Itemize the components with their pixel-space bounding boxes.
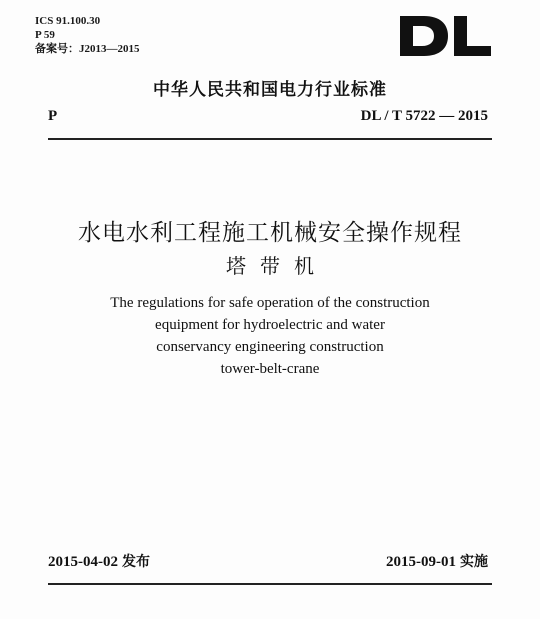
category-letter: P — [48, 108, 58, 124]
bottom-divider — [48, 583, 492, 585]
english-title-line: The regulations for safe operation of the construction — [110, 295, 430, 311]
chinese-subtitle: 塔带机 — [226, 254, 328, 278]
top-divider — [48, 138, 492, 140]
english-title-line: tower-belt-crane — [220, 361, 320, 377]
issue-date-block — [48, 551, 150, 571]
filing-number: 备案号：J2013—2015 — [35, 43, 140, 55]
english-title — [0, 292, 540, 380]
chinese-title: 水电水利工程施工机械安全操作规程 — [78, 220, 462, 246]
ics-code: ICS 91.100.30 — [35, 15, 101, 27]
issue-label: 发布 — [122, 554, 150, 570]
implementation-date-block — [386, 551, 488, 571]
dl-logo — [398, 14, 493, 58]
issue-date: 2015-04-02 — [48, 554, 118, 570]
implementation-label: 实施 — [460, 554, 488, 570]
standard-number: DL / T 5722 — 2015 — [360, 108, 488, 124]
cover-metadata — [35, 14, 140, 56]
english-title-line: conservancy engineering construction — [156, 339, 384, 355]
implementation-date: 2015-09-01 — [386, 554, 456, 570]
english-title-line: equipment for hydroelectric and water — [155, 317, 385, 333]
category-code: P 59 — [35, 29, 55, 41]
industry-standard-heading: 中华人民共和国电力行业标准 — [153, 80, 387, 100]
